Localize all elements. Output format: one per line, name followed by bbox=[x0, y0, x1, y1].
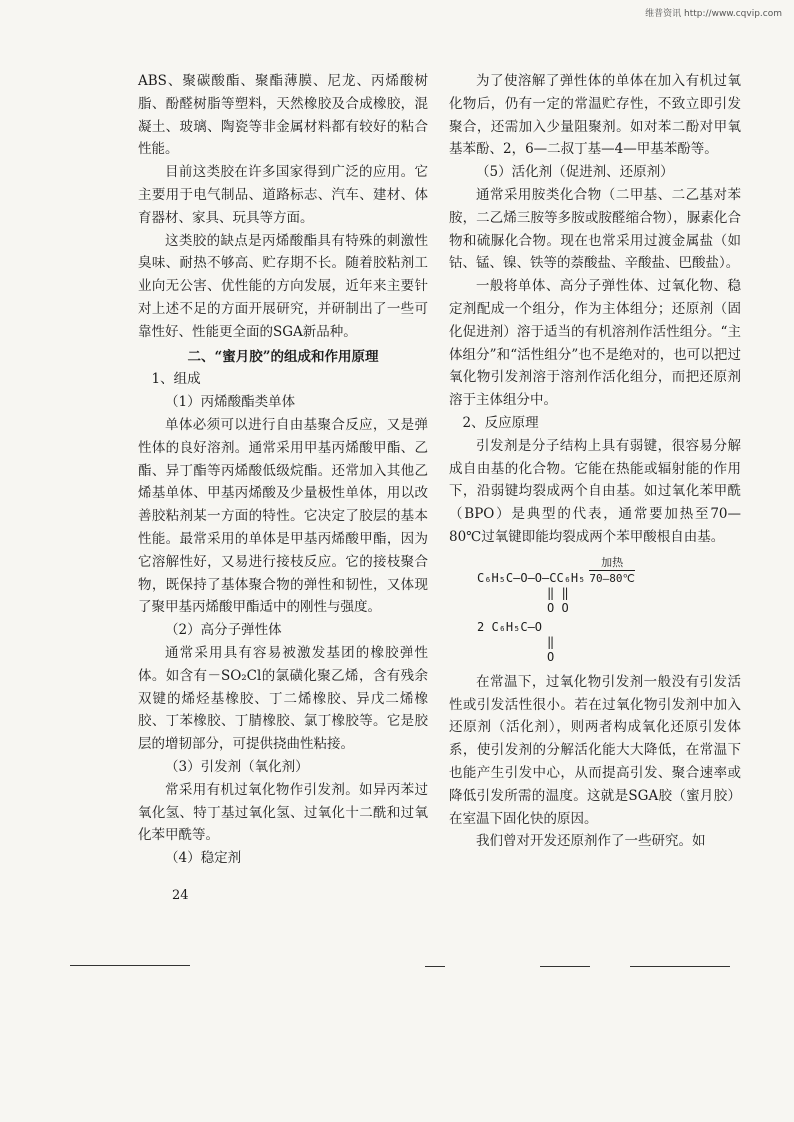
item-heading: （3）引发剂（氧化剂） bbox=[165, 758, 309, 775]
arrow-temperature: 70—80℃ bbox=[589, 571, 635, 585]
paragraph: 常采用有机过氧化物作引发剂。如异丙苯过氧化氢、特丁基过氧化氢、过氧化十二酰和过氧化苯甲酰等。 bbox=[138, 781, 428, 844]
formula-reactant: C₆H₅C—O—O—CC₆H₅ bbox=[477, 570, 586, 585]
paragraph: 为了使溶解了弹性体的单体在加入有机过氧化物后，仍有一定的常温贮存性，不致立即引发聚合，还需加入少量阻聚剂。如对苯二酚对甲氧基苯酚、2，6—二叔丁基—4—甲基苯酚等。 bbox=[449, 73, 741, 158]
subsection-heading: 1、组成 bbox=[151, 371, 201, 388]
page-number: 24 bbox=[172, 888, 189, 903]
item-heading: （2）高分子弹性体 bbox=[165, 622, 282, 639]
paragraph: 目前这类胶在许多国家得到广泛的应用。它主要用于电气制品、道路标志、汽车、建材、体育器材、家具、玩具等方面。 bbox=[138, 164, 428, 226]
arrow-condition: 加热 bbox=[589, 555, 634, 571]
item-heading: （5）活化剂（促进剂、还原剂） bbox=[476, 164, 674, 181]
paragraph: 我们曾对开发还原剂作了一些研究。如 bbox=[476, 833, 706, 850]
scan-line bbox=[70, 965, 190, 966]
right-column bbox=[449, 70, 741, 853]
left-column bbox=[138, 70, 428, 870]
formula-product: 2 C₆H₅C—O bbox=[477, 619, 543, 634]
paragraph: 一般将单体、高分子弹性体、过氧化物、稳定剂配成一个组分，作为主体组分；还原剂（固化促进剂）溶于适当的有机溶剂作活性组分。“主体组分”和“活性组分”也不是绝对的，也可以把过氧化物引发剂溶于溶剂作活化组分，而把还原剂溶于主体组分中。 bbox=[449, 278, 741, 409]
scan-line bbox=[630, 966, 730, 967]
formula-double-bond: ‖ bbox=[547, 634, 555, 649]
scan-line bbox=[540, 966, 590, 967]
watermark: 维普资讯 http://www.cqvip.com bbox=[645, 9, 782, 19]
scan-line bbox=[425, 966, 445, 967]
section-heading: 二、“蜜月胶”的组成和作用原理 bbox=[187, 348, 379, 365]
paragraph: 引发剂是分子结构上具有弱键，很容易分解成自由基的化合物。它能在热能或辐射能的作用下，沿弱键均裂成两个自由基。如过氧化苯甲酰（BPO）是典型的代表，通常要加热至70—80℃过氧键即能均裂成两个苯甲酸根自由基。 bbox=[449, 437, 741, 545]
item-heading: （1）丙烯酸酯类单体 bbox=[165, 394, 296, 411]
formula-oxygens: O O bbox=[547, 600, 569, 615]
formula-oxygen: O bbox=[547, 649, 555, 664]
paragraph: 单体必须可以进行自由基聚合反应，又是弹性体的良好溶剂。通常采用甲基丙烯酸甲酯、乙酯、异丁酯等丙烯酸低级烷酯。还常加入其他乙烯基单体、甲基丙烯酸及少量极性单体，用以改善胶粘剂某一方面的特性。它决定了胶层的基本性能。最常采用的单体是甲基丙烯酸甲酯，因为它溶解性好，又易进行接枝反应。它的接枝聚合物，既保持了基体聚合物的弹性和韧性，又体现了聚甲基丙烯酸甲酯适中的刚性与强度。 bbox=[138, 416, 428, 616]
reaction-arrow bbox=[589, 555, 634, 586]
formula-double-bonds: ‖ ‖ bbox=[547, 585, 569, 600]
paragraph: 通常采用具有容易被激发基团的橡胶弹性体。如含有－SO₂Cl的氯磺化聚乙烯，含有残余双键的烯烃基橡胶、丁二烯橡胶、异戊二烯橡胶、丁苯橡胶、丁腈橡胶、氯丁橡胶等。它是胶层的增韧部分，可提供挠曲性粘接。 bbox=[138, 644, 428, 753]
subsection-heading: 2、反应原理 bbox=[462, 414, 539, 431]
paragraph: 通常采用胺类化合物（二甲基、二乙基对苯胺，二乙烯三胺等多胺或胺醛缩合物），脲素化合物和硫脲化合物。现在也常采用过渡金属盐（如钴、锰、镍、铁等的萘酸盐、辛酸盐、巴酸盐）。 bbox=[449, 186, 741, 272]
paragraph: 在常温下，过氧化物引发剂一般没有引发活性或引发活性很小。若在过氧化物引发剂中加入还原剂（活化剂），则两者构成氧化还原引发体系，使引发剂的分解活化能大大降低，在常温下也能产生引发中心，从而提高引发、聚合速率或降低引发所需的温度。这就是SGA胶（蜜月胶）在室温下固化快的原因。 bbox=[449, 673, 741, 827]
item-heading: （4）稳定剂 bbox=[165, 850, 242, 867]
reaction-formula bbox=[477, 555, 741, 665]
paragraph: 这类胶的缺点是丙烯酸酯具有特殊的刺激性臭味、耐热不够高、贮存期不长。随着胶粘剂工业向无公害、优性能的方向发展，近年来主要针对上述不足的方面开展研究，并研制出了一些可靠性好、性能更全面的SGA新品种。 bbox=[138, 232, 428, 340]
paragraph: ABS、聚碳酸酯、聚酯薄膜、尼龙、丙烯酸树脂、酚醛树脂等塑料，天然橡胶及合成橡胶，混凝土、玻璃、陶瓷等非金属材料都有较好的粘合性能。 bbox=[138, 73, 428, 158]
